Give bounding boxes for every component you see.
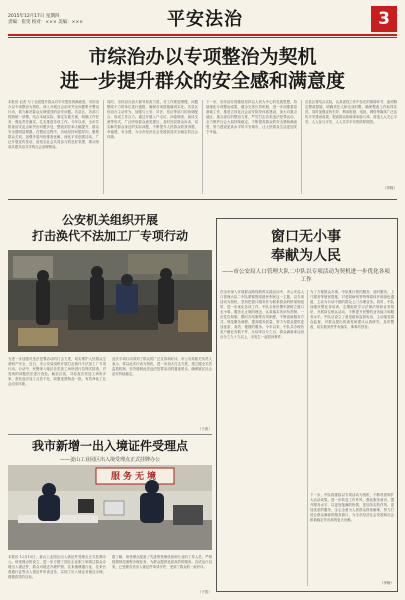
feature-author: （李楠） [379,581,394,585]
story2-text-a: 本报讯 12月15日，姜山工业园区出入境证件受理点正式挂牌办公。该受理点的设立，进一步方便了园区企业职工和周边群众办理出入境证件，群众可就近办理护照、往来港澳通行证、往来台湾通行证等出入境证件申请业务，实现了出入境业务就近办理、便捷高效的目标。 [8,555,106,579]
feature-subtitle: ——市公安局人口管理大队二中队以专项活动为契机进一步优化各项工作 [222,269,390,283]
story1-title-line1: 公安机关组织开展 [61,213,158,227]
column-rule [202,100,203,194]
column-rule [301,100,302,194]
column-rule [307,290,308,586]
workshop-photo [8,250,212,352]
main-article-col1: 本报讯 记者 为了全面提升群众对平安建设的满意度，市综治办以专项整治为契机，深入开展社会治安突出问题集中整治行动，着力解决群众反映强烈的治安问题。各县区、各部门按照统一部署，结合本地实际，制定实施方案，明确工作任务，强化责任落实，扎实推进各项工作。今年以来，全市共排查治安乱点和突出问题多处，整改到位率大幅提升，群众安全感明显增强。在整治过程中，各地坚持问题导向，聚焦群众关切，加强矛盾纠纷排查化解，深化平安创建活动，广泛开展宣传发动，营造全社会共同参与的良好氛围，推动形成共建共治共享的社会治理格局。 [8,100,99,149]
story1-author: （于波） [197,427,212,431]
header-meta [8,14,128,26]
main-headline-line2: 进一步提升群众的安全感和满意度 [59,70,345,92]
header-rule-thin [8,37,397,38]
feature-title-line2: 奉献为人民 [271,248,341,264]
section-divider [8,199,397,200]
story2-author: （于智） [197,590,212,594]
header-rule [8,34,397,36]
column-rule [103,100,104,194]
feature-text-a: 在全市深入开展群众路线教育实践活动中，市公安局人口管理大队二中队紧紧围绕便民利民这一主题，以专项活动为契机，坚持把窗口服务作为联系群众的桥梁和纽带，进一步优化各项工作。中队全体民警牢固树立窗口无小事、服务无止境的理念，认真落实首问负责制、一次性告知制、限时办结制等各项制度，不断创新服务方式，规范服务流程，提高服务质量，努力为群众提供更加优质、高效、便捷的服务。今年以来，中队共办理各类户籍业务数千件，办结率百分之百，群众满意率达到百分之九十九以上，未发生一起投诉事件。 [220,290,304,339]
story1-title-line2: 打击涣代不法加工厂专项行动 [31,229,188,243]
section-title: 平安法治 [167,9,243,30]
feature-text-c: 下一步，中队将继续以专项活动为契机，不断巩固和扩大活动成果，进一步转变工作作风，强化服务意识，提升服务水平，以更加饱满的热情、更加务实的作风、更加优质的服务，全心全意为人民群众排忧解难，努力打造让群众满意的服务窗口，为全市经济社会发展和社会和谐稳定作出新的更大贡献。 [310,493,394,522]
story1-text-b: 此次专项行动得到了群众的广泛支持和好评。市公安局相关负责人表示，将以此次行动为契机，进一步加大打击力度，建立健全长效监管机制，坚决遏制此类违法犯罪活动的蔓延势头，确保辖区社会治安持续稳定。 [112,357,212,376]
feature-title-line1: 窗口无小事 [271,229,341,245]
counter-sign-text: 服务无境 [110,472,159,482]
story2-subtitle: ——姜山工业园区出入境受理点正式挂牌办公 [59,457,160,463]
main-article-col4: 各县区将结合实际，认真查找工作中存在的薄弱环节，逐项制定整改措施，明确责任人和完成时限，确保整改工作取得实效。同时加强宣传引导，利用报纸、电视、网络等媒体广泛宣传平安建设成果，提高群众知晓率和参与率，营造人人关心平安、人人参与平安、人人共享平安的浓厚氛围。 [305,100,397,124]
feature-text-b: 为了方便群众办事，中队推行预约服务、延时服务、上门服务等便民措施，对老弱病残等特殊群体开辟绿色通道，主动为行动不便的群众上门办理业务。同时，中队加强民警业务培训，定期组织学习法律法规和业务知识，开展岗位练兵活动，不断提升民警的业务能力和服务水平。中队还设立了意见箱和监督电话，主动接受群众监督，对群众提出的意见和建议认真研究、及时整改，切实做到件件有落实、事事有回音。 [310,290,394,329]
story-divider [8,434,212,435]
editor-line: 责编：崔雯 校对：××× 美编：××× [8,20,83,25]
date-line: 2015年12月17日 星期四 [8,14,60,19]
main-article-col2: 同时，市综治办加大督导检查力度，对工作推进缓慢、问题整改不力的单位进行通报，确保各项措施落到实处。各县区综治办主动作为，加强与公安、司法、信访等部门的协调配合，形成工作合力。通过开展入户走访、问卷调查、座谈交流等形式，广泛听取群众意见建议，及时回应群众诉求，切实解决群众身边的实际问题，不断提升人民群众的获得感、幸福感、安全感，为全市经济社会发展营造安全稳定的社会环境。 [107,100,198,139]
story2-title: 我市新增一出入境证件受理点 [31,439,188,453]
main-article-col3: 下一步，市综治办将继续坚持以人民为中心的发展思想，持续深化专项整治成果，健全完善长效机制，进一步加强基层基础工作，推进立体化社会治安防控体系建设，加大对重点地区、重点部位的整治力度，严厉打击各类违法犯罪活动，全力维护社会大局持续稳定，不断提高群众的安全感和满意度，努力建设更高水平的平安城市，让人民群众生活更加安宁幸福。 [206,100,297,134]
page-number: 3 [371,6,397,32]
story1-text-a: 为进一步加强对违法犯罪活动的打击力度，切实维护人民群众生命财产安全，近日，市公安局组织开展打击涣代不法加工厂专项行动。行动中，民警深入辖区各类加工场所进行拉网式排查，对发现的问题依法进行查处。截至目前，共检查各类加工场所多家，查处违法加工点若干处，收缴违禁物品一批，有效净化了社会治安环境。 [8,357,106,386]
main-article-author: （李晓） [382,186,397,190]
story2-text-b: 据了解，该受理点配备了先进的受理设备和专业的工作人员，严格按照规范流程办理业务，为群众提供优质高效的服务。自试运行以来，已受理各类出入境证件申请多件，受到了群众的一致好评。 [112,555,212,569]
main-headline-line1: 市综治办以专项整治为契机 [88,46,317,68]
